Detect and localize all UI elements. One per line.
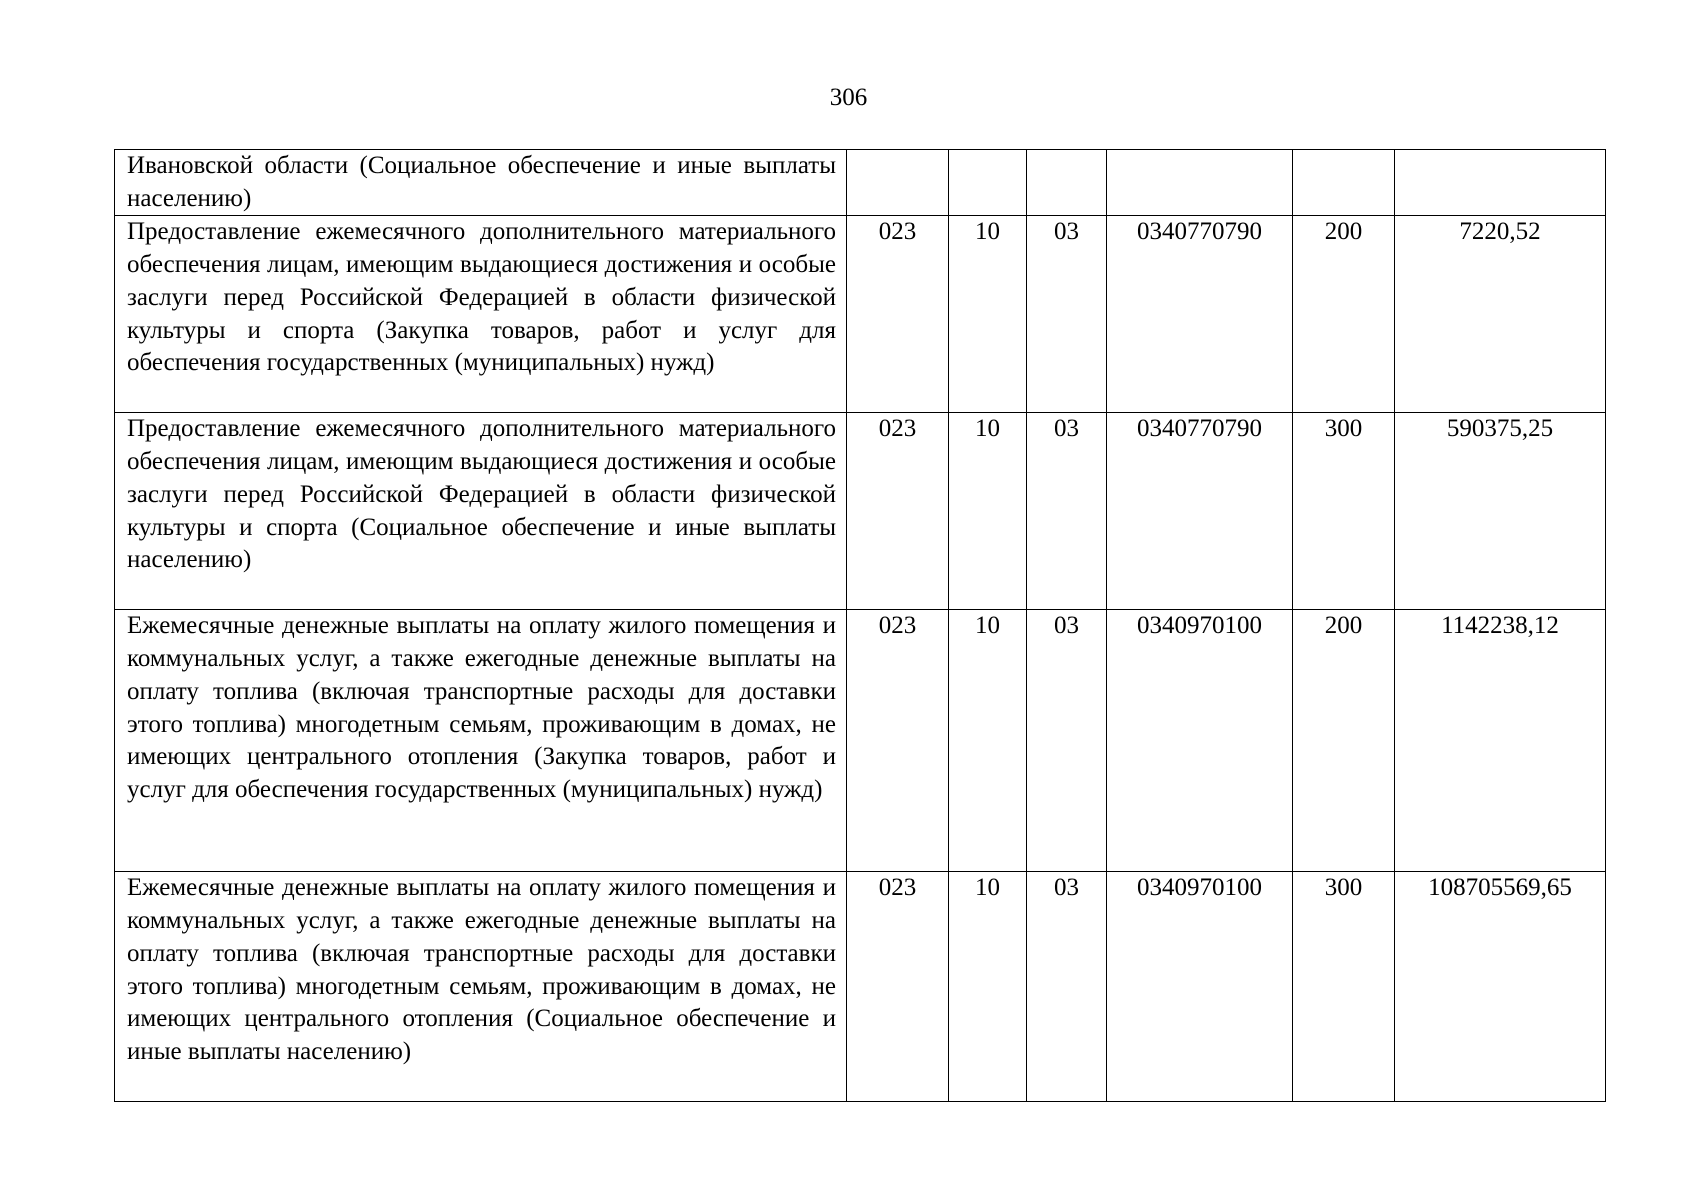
ministry-code: 023 — [847, 413, 949, 610]
target-article-code: 0340770790 — [1107, 216, 1293, 413]
row-description: Ежемесячные денежные выплаты на оплату жилого помещения и коммунальных услуг, а также ежегодные денежные выплаты на оплату топлива (включая транспортные расходы для доставки этого топлива) многодетным семьям, проживающим в домах, не имеющих центрального отопления (Социальное обеспечение и иные выплаты населению) — [115, 872, 847, 1102]
ministry-code: 023 — [847, 610, 949, 872]
amount: 590375,25 — [1395, 413, 1606, 610]
section-code: 10 — [949, 216, 1027, 413]
expense-type-code: 200 — [1293, 610, 1395, 872]
table-row — [115, 872, 1606, 1102]
page-number: 306 — [829, 84, 868, 111]
target-article-code — [1107, 150, 1293, 216]
expense-type-code: 300 — [1293, 413, 1395, 610]
amount: 108705569,65 — [1395, 872, 1606, 1102]
row-description: Предоставление ежемесячного дополнительного материального обеспечения лицам, имеющим выдающиеся достижения и особые заслуги перед Российской Федерацией в области физической культуры и спорта (Закупка товаров, работ и услуг для обеспечения государственных (муниципальных) нужд) — [115, 216, 847, 413]
subsection-code: 03 — [1027, 872, 1107, 1102]
section-code: 10 — [949, 610, 1027, 872]
table-row — [115, 216, 1606, 413]
row-description: Ежемесячные денежные выплаты на оплату жилого помещения и коммунальных услуг, а также ежегодные денежные выплаты на оплату топлива (включая транспортные расходы для доставки этого топлива) многодетным семьям, проживающим в домах, не имеющих центрального отопления (Закупка товаров, работ и услуг для обеспечения государственных (муниципальных) нужд) — [115, 610, 847, 872]
expense-type-code — [1293, 150, 1395, 216]
ministry-code: 023 — [847, 872, 949, 1102]
table-row — [115, 413, 1606, 610]
subsection-code — [1027, 150, 1107, 216]
section-code — [949, 150, 1027, 216]
ministry-code — [847, 150, 949, 216]
row-description: Предоставление ежемесячного дополнительного материального обеспечения лицам, имеющим выдающиеся достижения и особые заслуги перед Российской Федерацией в области физической культуры и спорта (Социальное обеспечение и иные выплаты населению) — [115, 413, 847, 610]
section-code: 10 — [949, 413, 1027, 610]
row-description: Ивановской области (Социальное обеспечение и иные выплаты населению) — [115, 150, 847, 216]
expense-type-code: 200 — [1293, 216, 1395, 413]
expense-type-code: 300 — [1293, 872, 1395, 1102]
target-article-code: 0340970100 — [1107, 872, 1293, 1102]
amount: 1142238,12 — [1395, 610, 1606, 872]
target-article-code: 0340970100 — [1107, 610, 1293, 872]
amount — [1395, 150, 1606, 216]
table-row — [115, 150, 1606, 216]
target-article-code: 0340770790 — [1107, 413, 1293, 610]
budget-table — [114, 149, 1606, 1102]
amount: 7220,52 — [1395, 216, 1606, 413]
subsection-code: 03 — [1027, 610, 1107, 872]
subsection-code: 03 — [1027, 413, 1107, 610]
ministry-code: 023 — [847, 216, 949, 413]
subsection-code: 03 — [1027, 216, 1107, 413]
section-code: 10 — [949, 872, 1027, 1102]
table-row — [115, 610, 1606, 872]
